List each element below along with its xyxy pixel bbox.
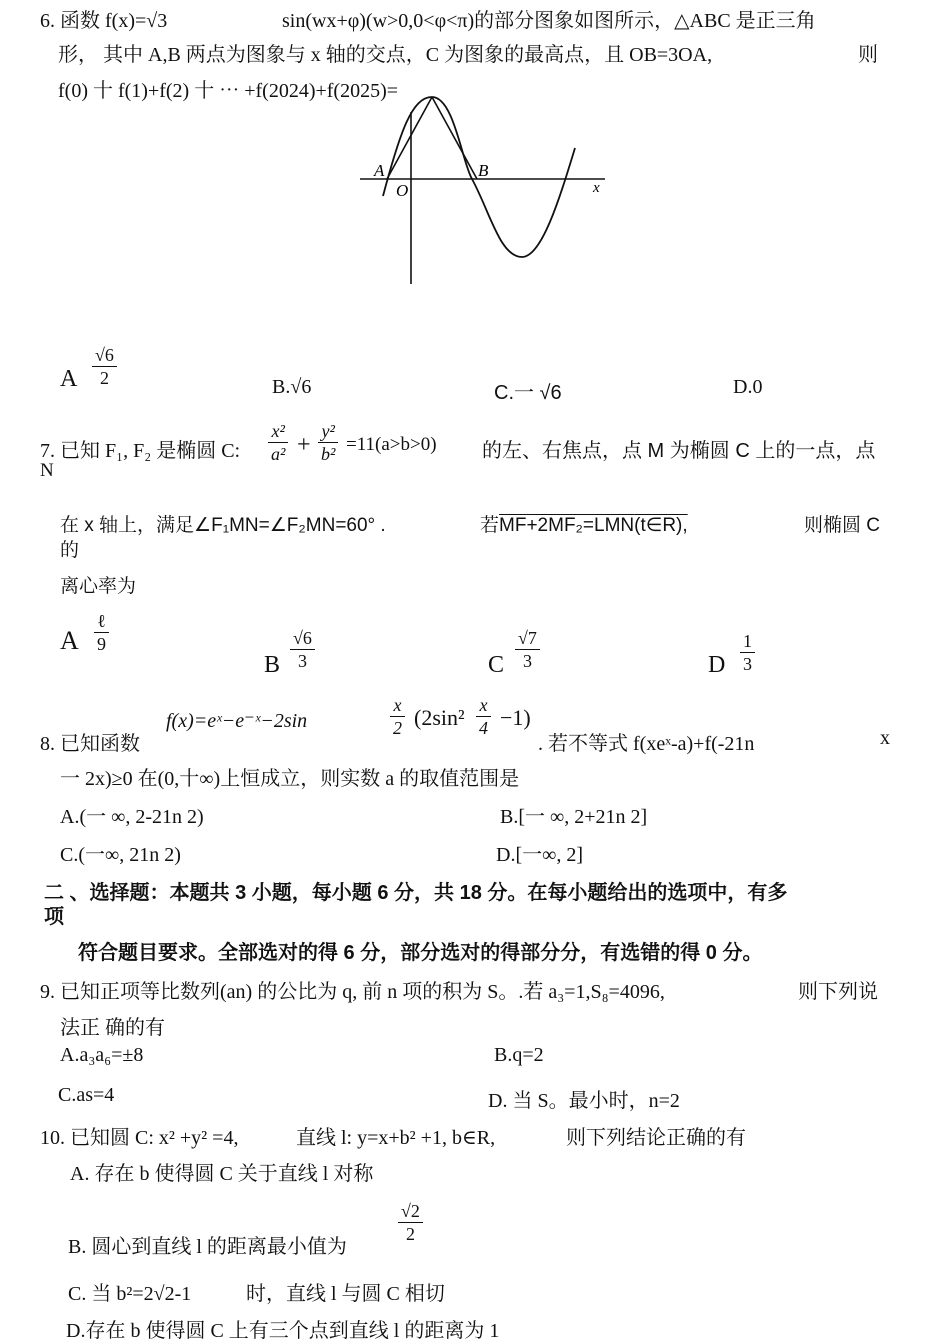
triangle-side-AC [387, 97, 432, 179]
q6-line3: f(0) 十 f(1)+f(2) 十 ⋯ +f(2024)+f(2025)= [58, 80, 399, 102]
q8-option-c: C.(一∞, 21n 2) [60, 844, 181, 866]
q7-option-c-fraction: $\frac{√7}{3}$ [515, 627, 540, 672]
q6-line2: 形， 其中 A,B 两点为图象与 x 轴的交点，C 为图象的最高点，且 OB=3OA, [58, 44, 713, 66]
q7-option-b-letter: B [264, 652, 281, 678]
q7-line3: 离心率为 [60, 576, 137, 597]
q10-line1-b: 直线 l: y=x+b² +1, b∈R, [296, 1127, 496, 1149]
q6-option-d: D.0 [733, 376, 763, 398]
q7-option-c-letter: C [488, 652, 505, 678]
q6-line1-part2: sin(wx+φ)(w>0,0<φ<π)的部分图象如图所示，△ABC 是正三角 [282, 10, 816, 32]
q7-option-a-letter: A [60, 626, 79, 655]
q6-sine-graph [350, 92, 620, 292]
triangle-side-CB [432, 97, 477, 179]
q6-option-b: B.√6 [272, 376, 312, 398]
q6-line1-part1: 6. 函数 f(x)=√3 [40, 10, 168, 32]
q7-eq-tail: =11(a>b>0) [346, 434, 437, 455]
q7-frac-x2-a2: $\frac{\text{x²}}{\text{a²}}$ [268, 420, 288, 465]
q8-frac-x-4: $\frac{x}{4}$ [476, 694, 491, 739]
q7-frac-y2-b2: $\frac{\text{y²}}{\text{b²}}$ [318, 420, 338, 465]
q9-option-a: A.a₃a₆=±8 [60, 1044, 144, 1066]
q10-line1-c: 则下列结论正确的有 [566, 1127, 746, 1149]
q7-line2-c: 则椭圆 C [804, 515, 881, 536]
q10-option-c-b: 时，直线 l 与圆 C 相切 [246, 1283, 445, 1305]
q8-paren-tail: −1) [500, 705, 531, 730]
label-B: B [478, 161, 489, 180]
q8-option-b: B.[一 ∞, 2+21n 2] [500, 806, 648, 828]
section2-line1: 二 、选择题：本题共 3 小题，每小题 6 分，共 18 分。在每小题给出的选项中，有多 [44, 882, 788, 904]
q8-option-a: A.(一 ∞, 2-21n 2) [60, 806, 204, 828]
q7-plus: + [297, 432, 311, 458]
q8-line1-tail: . 若不等式 f(xeˣ-a)+f(-21n [538, 733, 755, 755]
q6-line2-end: 则 [858, 44, 878, 66]
q10-option-b-fraction: $\frac{√2}{2}$ [398, 1200, 423, 1245]
q9-option-c: C.as=4 [58, 1084, 115, 1106]
q6-option-a-fraction [92, 344, 117, 389]
q7-intro: 7. 已知 F₁, F₂ 是椭圆 C: [40, 440, 241, 462]
q8-formula-left: f(x)=eˣ−e⁻ˣ−2sin [166, 710, 308, 732]
q7-line2-a: 在 x 轴上，满足∠F₁MN=∠F₂MN=60° . [60, 515, 386, 536]
q8-paren-mid: (2sin² [414, 705, 465, 730]
q7-option-a-fraction: ℓ 9 [94, 610, 109, 655]
q7-vector-equation: 若$\overline{MF}+2MF_2=\overline{LMN}(t\in R)$, [480, 515, 688, 536]
q8-intro: 8. 已知函数 [40, 733, 140, 755]
q9-option-d: D. 当 S。最小时，n=2 [488, 1090, 680, 1112]
q10-line1-a: 10. 已知圆 C: x² +y² =4, [40, 1127, 239, 1149]
q10-option-c-a: C. 当 b²=2√2-1 [68, 1283, 192, 1305]
q7-line1-n: N [40, 460, 54, 481]
label-O: O [396, 181, 409, 200]
q6-option-a-den: 2 [92, 366, 117, 389]
q6-option-a-num: √6 [95, 345, 114, 365]
q7-option-d-fraction: $\frac{1}{3}$ [740, 630, 755, 675]
q8-line1-x: x [880, 727, 890, 749]
q9-line1: 9. 已知正项等比数列(an) 的公比为 q, 前 n 项的积为 S。.若 a₃=1,S₈=4096, [40, 981, 665, 1003]
q7-line2-d: 的 [60, 540, 80, 561]
q8-frac-x-2: $\frac{x}{2}$ [390, 694, 405, 739]
q10-option-d: D.存在 b 使得圆 C 上有三个点到直线 l 的距离为 1 [66, 1320, 500, 1342]
q9-option-b: B.q=2 [494, 1044, 544, 1066]
q7-option-d-letter: D [708, 652, 726, 678]
q9-line2: 法正 确的有 [60, 1017, 165, 1039]
q9-line1-end: 则下列说 [798, 981, 878, 1003]
q6-option-a-letter: A [60, 366, 78, 392]
q7-line1-tail: 的左、右焦点，点 M 为椭圆 C 上的一点，点 [482, 440, 876, 462]
section2-line1-end: 项 [44, 906, 64, 928]
q10-option-a: A. 存在 b 使得圆 C 关于直线 l 对称 [70, 1163, 374, 1185]
q7-option-b-fraction: $\frac{√6}{3}$ [290, 627, 315, 672]
q6-option-c: C.一 √6 [494, 382, 562, 404]
label-A: A [374, 161, 385, 180]
q10-option-b: B. 圆心到直线 l 的距离最小值为 [68, 1236, 347, 1258]
label-x: x [593, 180, 600, 196]
q8-option-d: D.[一∞, 2] [496, 844, 584, 866]
q8-line2: 一 2x)≥0 在(0,十∞)上恒成立，则实数 a 的取值范围是 [60, 768, 520, 790]
section2-line2: 符合题目要求。全部选对的得 6 分，部分选对的得部分分，有选错的得 0 分。 [78, 942, 763, 964]
